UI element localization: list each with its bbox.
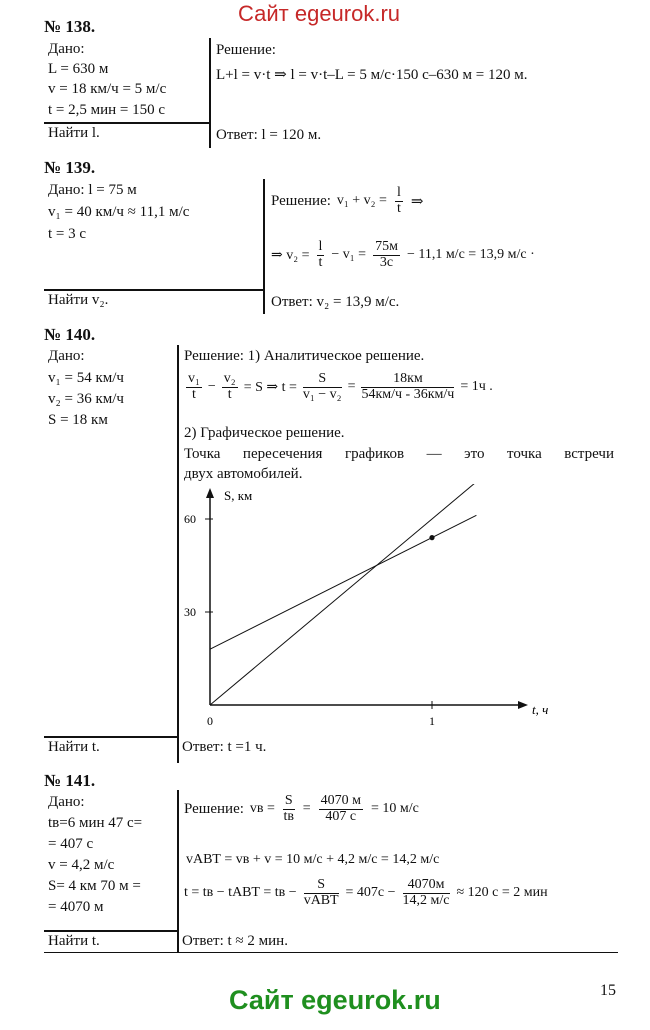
p139-eq2-den2: 3с (379, 254, 394, 270)
p139-given-2: v₁ = 40 км/ч ≈ 11,1 м/с (48, 204, 190, 220)
p140-find: Найти t. (48, 739, 100, 755)
p141-solution-title: Решение: (184, 800, 244, 817)
p139-eq2-mid: − v₁ = (331, 247, 367, 263)
top-watermark: Сайт egeurok.ru (238, 1, 401, 26)
p141-given-3: v = 4,2 м/с (48, 857, 115, 873)
x-axis-label: t, ч (532, 702, 549, 717)
p141-given-5: = 4070 м (48, 899, 104, 915)
p141-find: Найти t. (48, 933, 100, 949)
p139-eq2-num1: l (318, 239, 323, 254)
p140-solution-title: Решение: 1) Аналитическое решение. (184, 348, 425, 364)
y-axis-arrow (206, 488, 214, 498)
p141-l3-fraction-1 (304, 878, 339, 908)
problem-140-number: № 140. (44, 325, 96, 344)
p139-vertical-divider (263, 179, 265, 314)
p140-given-divider (44, 736, 178, 738)
p141-l1-d1: tв (283, 808, 295, 824)
p140-fraction-4 (361, 372, 454, 402)
x-tick-label-0: 0 (207, 714, 213, 728)
p139-equation-1 (271, 186, 423, 216)
p141-l1-fraction-2 (319, 794, 363, 824)
p140-minus: − (207, 379, 216, 395)
page-number: 15 (600, 982, 616, 999)
problem-139-number: № 139. (44, 158, 96, 177)
p139-answer: Ответ: v₂ = 13,9 м/с. (271, 294, 400, 310)
problem-138-number: № 138. (44, 17, 96, 36)
p141-l3-d1: vАВТ (303, 892, 339, 908)
p140-fraction-2 (222, 372, 238, 402)
p141-l3-mid: = 407с − (345, 885, 396, 901)
p140-given-title: Дано: (48, 348, 85, 364)
p141-l3-n1: S (304, 878, 339, 894)
p141-l1-n1: S (284, 793, 293, 808)
p141-l1-d2: 407 с (325, 808, 357, 824)
p140-f4-den: 54км/ч - 36км/ч (361, 386, 455, 402)
car-2-line (210, 515, 476, 649)
y-tick-label-60: 60 (184, 512, 196, 526)
p139-eq2-fraction-2 (373, 240, 400, 270)
p139-given-1: Дано: l = 75 м (48, 182, 137, 198)
p139-eq2-left: ⇒ v₂ = (271, 247, 310, 263)
p138-vertical-divider (209, 38, 211, 148)
p139-eq2-fraction-1 (317, 240, 325, 270)
p139-eq2-right: − 11,1 м/с = 13,9 м/с · (406, 247, 535, 263)
p140-f1-num: v₁ (188, 371, 200, 386)
p141-l1-left: vв = (249, 801, 275, 817)
p140-vertical-divider (177, 345, 179, 763)
p140-f2-den: t (227, 386, 232, 402)
p140-f2-num: v₂ (223, 371, 236, 386)
p140-given-1: v₁ = 54 км/ч (48, 370, 124, 386)
p140-graphic-title: 2) Графическое решение. (184, 425, 345, 441)
p138-given-2: v = 18 км/ч = 5 м/с (48, 81, 167, 97)
p139-eq1-left: v₁ + v₂ = (336, 193, 387, 209)
p139-eq2-num2: 75м (375, 239, 398, 254)
p141-l1-n2: 4070 м (320, 793, 361, 808)
p138-answer: Ответ: l = 120 м. (216, 127, 322, 143)
p139-given-3: t = 3 с (48, 226, 87, 242)
bottom-watermark: Сайт egeurok.ru (229, 985, 441, 1015)
car-1-line (210, 484, 476, 705)
p138-find: Найти l. (48, 125, 100, 141)
p141-line-3 (184, 878, 548, 908)
p140-equation (184, 372, 493, 402)
p141-given-2: = 407 с (48, 836, 94, 852)
x-tick-label-1: 1 (429, 714, 435, 728)
meeting-point (429, 535, 434, 540)
p141-l1-right: = 10 м/с (370, 801, 419, 817)
p141-line-2: vАВТ = vв + v = 10 м/с + 4,2 м/с = 14,2 м/с (186, 852, 440, 867)
p141-l3-right: ≈ 120 с = 2 мин (456, 885, 548, 901)
p138-given-title: Дано: (48, 41, 85, 57)
p140-f3-den: v₁ − v₂ (302, 386, 342, 402)
p140-given-2: v₂ = 36 км/ч (48, 391, 124, 407)
p138-given-1: L = 630 м (48, 61, 109, 77)
p140-f1-den: t (192, 386, 196, 402)
p141-given-1: tв=6 мин 47 с= (48, 815, 143, 831)
p140-eq-mid: = S ⇒ t = (243, 379, 297, 395)
x-axis-arrow (518, 701, 528, 709)
p139-solution-title: Решение: (271, 192, 331, 209)
p138-given-3: t = 2,5 мин = 150 с (48, 102, 166, 118)
p141-l3-fraction-2 (403, 878, 450, 908)
p140-fraction-1 (186, 372, 202, 402)
y-tick-label-30: 30 (184, 605, 196, 619)
p140-f3-num: S (303, 372, 342, 388)
p141-l1-eq: = (302, 801, 311, 817)
p138-solution-title: Решение: (216, 42, 276, 58)
p141-l3-left: t = tв − tАВТ = tв − (184, 885, 297, 901)
p138-given-divider (44, 122, 209, 124)
p139-given-divider (44, 289, 264, 291)
distance-time-chart (180, 484, 560, 734)
p141-vertical-divider (177, 790, 179, 953)
p139-eq1-num: l (396, 185, 401, 200)
p140-eq-sign: = (347, 379, 356, 395)
p140-eq-end: = 1ч . (460, 379, 493, 395)
page-bottom-rule (44, 952, 618, 953)
p141-line-1 (184, 794, 419, 824)
p140-fraction-3 (303, 372, 342, 402)
p141-given-4: S= 4 км 70 м = (48, 878, 141, 894)
p141-answer: Ответ: t ≈ 2 мин. (182, 933, 288, 949)
p140-answer: Ответ: t =1 ч. (182, 739, 267, 755)
p140-graphic-text-2: двух автомобилей. (184, 466, 303, 482)
p141-given-title: Дано: (48, 794, 85, 810)
p139-find: Найти v₂. (48, 292, 109, 308)
p141-given-divider (44, 930, 178, 932)
p138-solution: L+l = v·t ⇒ l = v·t–L = 5 м/с·150 с–630 м = 120 м. (216, 67, 528, 83)
p140-f4-num: 18км (361, 372, 454, 388)
p139-eq1-fraction (395, 186, 403, 216)
problem-141-number: № 141. (44, 771, 96, 790)
p139-eq1-right: ⇒ (410, 193, 424, 210)
p139-equation-2 (271, 240, 535, 270)
y-axis-label: S, км (224, 488, 253, 503)
p141-l3-d2: 14,2 м/с (402, 892, 450, 908)
p141-l3-n2: 4070м (403, 878, 450, 894)
p139-eq2-den1: t (318, 254, 323, 270)
p141-l1-fraction-1 (283, 794, 295, 824)
p140-given-3: S = 18 км (48, 412, 108, 428)
p140-graphic-text-1: Точка пересечения графиков — это точка встречи (184, 446, 614, 462)
p139-eq1-den: t (396, 200, 401, 216)
